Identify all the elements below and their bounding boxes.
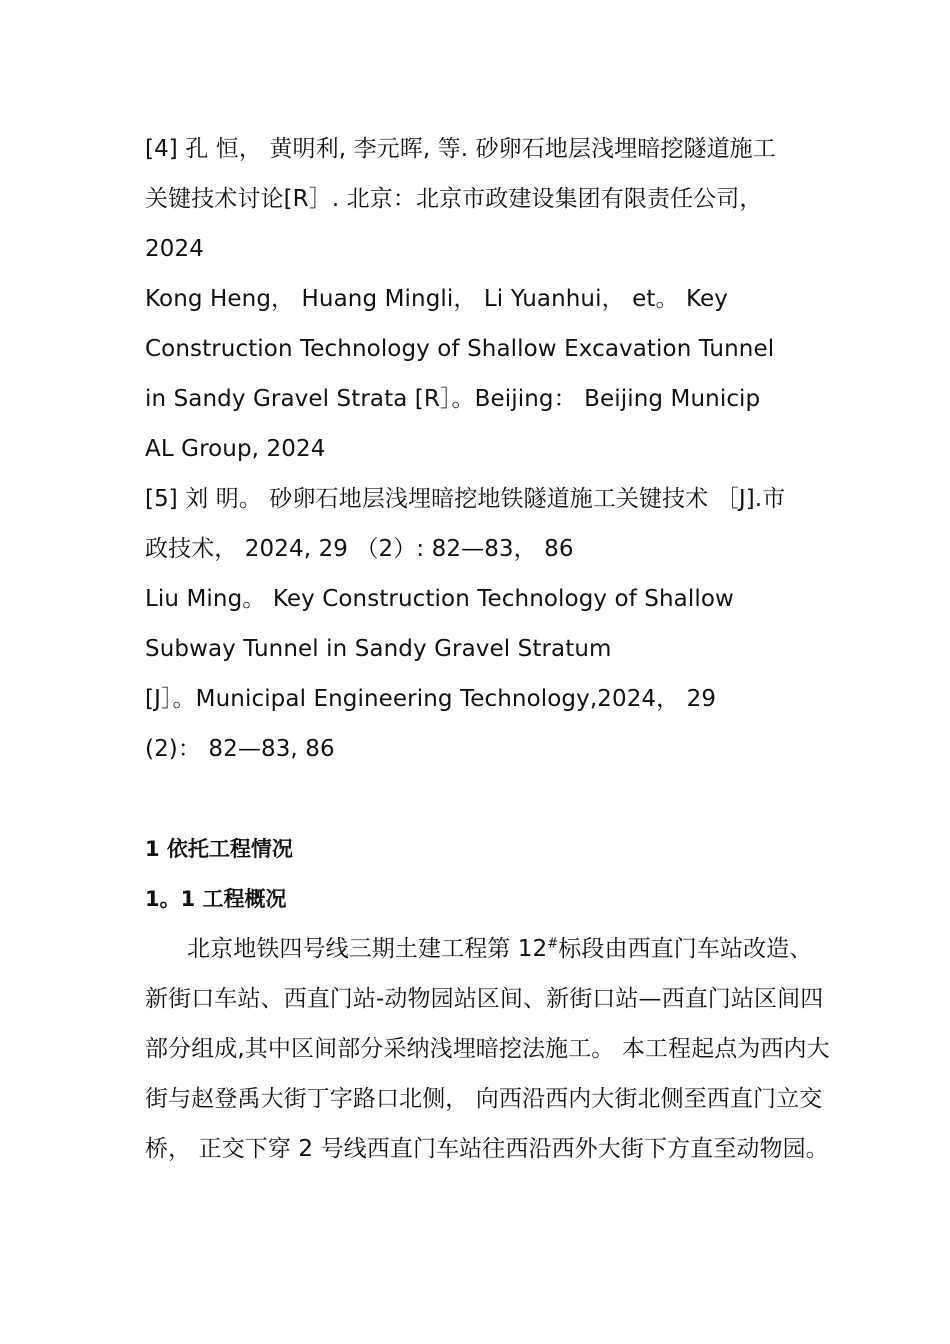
reference-5-en-line-3: [J］。Municipal Engineering Technology,2024， 29 xyxy=(145,686,717,712)
reference-4 xyxy=(145,124,815,474)
paragraph-line-1 xyxy=(145,924,815,974)
paragraph-line-4: 街与赵登禹大街丁字路口北侧， 向西沿西内大街北侧至西直门立交 xyxy=(145,1086,823,1112)
section-heading: 1 依托工程情况 xyxy=(145,837,293,861)
paragraph-line-5: 桥， 正交下穿 2 号线西直门车站往西沿西外大街下方直至动物园。 xyxy=(145,1136,829,1162)
reference-4-en-line-1: Kong Heng， Huang Mingli， Li Yuanhui， et。 Key xyxy=(145,286,728,312)
reference-5-en-line-2: Subway Tunnel in Sandy Gravel Stratum xyxy=(145,636,612,662)
paragraph-line-3: 部分组成,其中区间部分采纳浅埋暗挖法施工。 本工程起点为西内大 xyxy=(145,1036,830,1062)
spacer xyxy=(145,774,815,824)
reference-4-cn-line-2: 关键技术讨论[R］. 北京：北京市政建设集团有限责任公司， xyxy=(145,186,763,212)
body-paragraph xyxy=(145,924,830,1174)
document-content xyxy=(145,124,830,1174)
reference-4-en-line-4: AL Group, 2024 xyxy=(145,436,326,462)
reference-4-en-line-3: in Sandy Gravel Strata [R］。Beijing： Beijing Municip xyxy=(145,386,761,412)
superscript-mark: # xyxy=(547,936,559,952)
reference-4-cn-line-1: [4] 孔 恒， 黄明利, 李元晖, 等. 砂卵石地层浅埋暗挖隧道施工 xyxy=(145,136,776,162)
reference-5 xyxy=(145,474,815,774)
reference-4-en-line-2: Construction Technology of Shallow Excavation Tunnel xyxy=(145,336,775,362)
reference-5-cn-line-1: [5] 刘 明。 砂卵石地层浅埋暗挖地铁隧道施工关键技术 ［J].市 xyxy=(145,486,786,512)
paragraph-line-1-text: 北京地铁四号线三期土建工程第 12 xyxy=(187,936,548,962)
paragraph-line-1-rest: 标段由西直门车站改造、 xyxy=(558,936,813,962)
reference-5-en-line-1: Liu Ming。 Key Construction Technology of Shallow xyxy=(145,586,734,612)
reference-5-cn-line-2: 政技术， 2024, 29 （2）: 82—83， 86 xyxy=(145,536,574,562)
reference-5-en-line-4: (2)： 82—83, 86 xyxy=(145,736,335,762)
reference-4-cn-line-3: 2024 xyxy=(145,236,204,262)
paragraph-line-2: 新街口车站、西直门站-动物园站区间、新街口站—西直门站区间四 xyxy=(145,986,824,1012)
subsection-heading: 1。1 工程概况 xyxy=(145,887,287,911)
